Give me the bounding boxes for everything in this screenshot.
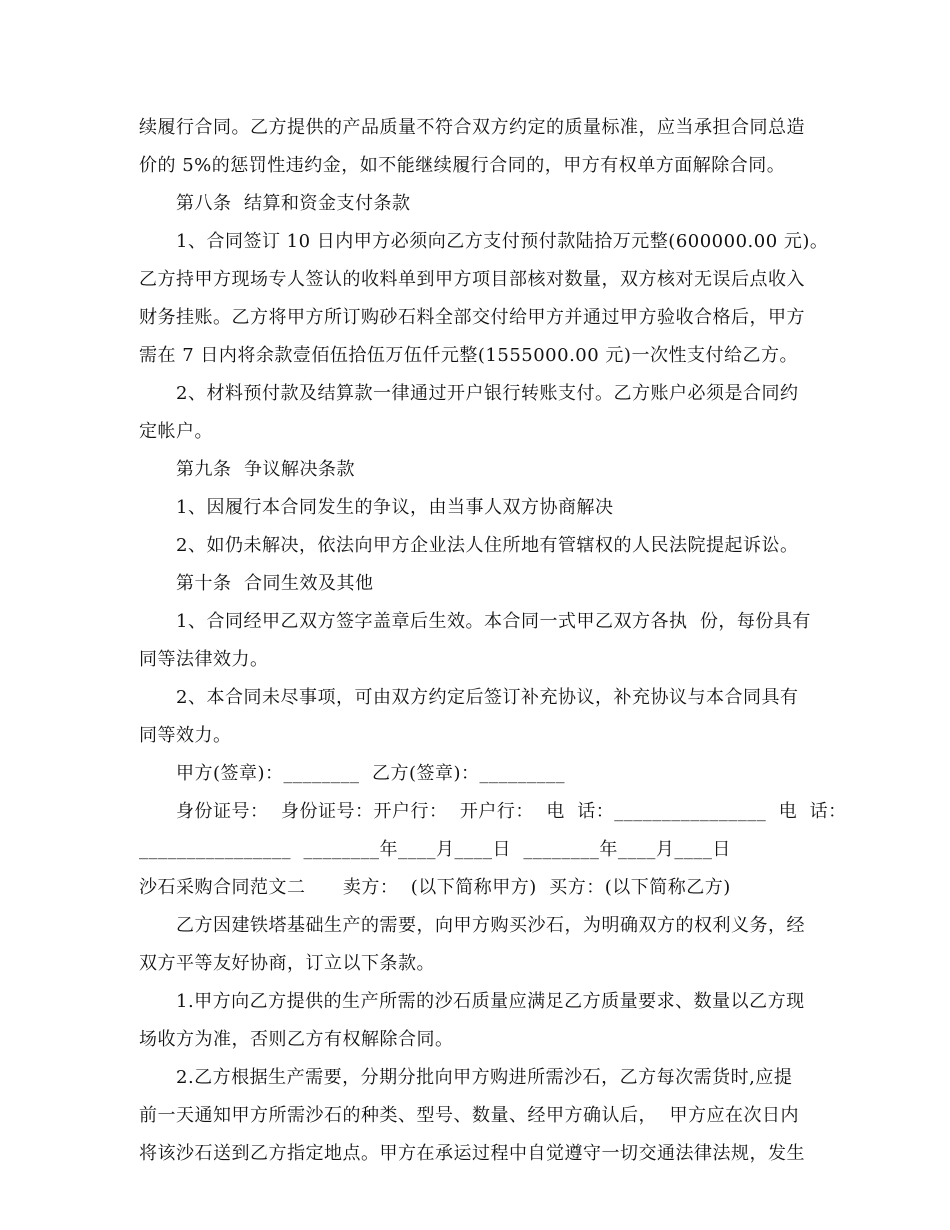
- id-phone-line: 身份证号： 身份证号：开户行： 开户行： 电 话：________________ 电 话：: [176, 801, 847, 822]
- body-text-line: 1、因履行本合同发生的争议，由当事人双方协商解决: [176, 497, 614, 518]
- body-text-line: 2、本合同未尽事项，可由双方约定后签订补充协议，补充协议与本合同具有: [176, 687, 799, 708]
- body-text-line: 乙方因建铁塔基础生产的需要，向甲方购买沙石，为明确双方的权利义务，经: [176, 915, 805, 936]
- body-text-line: 同等效力。: [139, 725, 232, 746]
- date-line: ________________ ________年____月____日 ________年____月____日: [139, 839, 731, 860]
- body-text-line: 将该沙石送到乙方指定地点。甲方在承运过程中自觉遵守一切交通法律法规，发生: [139, 1143, 805, 1164]
- body-text-line: 需在 7 日内将余款壹佰伍拾伍万伍仟元整(1555000.00 元)一次性支付给乙方。: [139, 345, 798, 366]
- body-text-line: 1、合同签订 10 日内甲方必须向乙方支付预付款陆拾万元整(600000.00 元)。: [176, 231, 829, 252]
- body-text-line: 定帐户。: [139, 421, 213, 442]
- body-text-line: 续履行合同。乙方提供的产品质量不符合双方约定的质量标准，应当承担合同总造: [139, 117, 805, 138]
- body-text-line: 2、如仍未解决，依法向甲方企业法人住所地有管辖权的人民法院提起诉讼。: [176, 535, 799, 556]
- body-text-line: 前一天通知甲方所需沙石的种类、型号、数量、经甲方确认后， 甲方应在次日内: [139, 1105, 799, 1126]
- body-text-line: 价的 5%的惩罚性违约金，如不能继续履行合同的，甲方有权单方面解除合同。: [139, 155, 786, 176]
- section-heading: 第九条 争议解决条款: [176, 459, 355, 480]
- section-heading: 第十条 合同生效及其他: [176, 573, 374, 594]
- body-text-line: 2、材料预付款及结算款一律通过开户银行转账支付。乙方账户必须是合同约: [176, 383, 799, 404]
- body-text-line: 1.甲方向乙方提供的生产所需的沙石质量应满足乙方质量要求、数量以乙方现: [176, 991, 805, 1012]
- body-text-line: 1、合同经甲乙双方签字盖章后生效。本合同一式甲乙双方各执 份，每份具有: [176, 611, 811, 632]
- body-text-line: 财务挂账。乙方将甲方所订购砂石料全部交付给甲方并通过甲方验收合格后，甲方: [139, 307, 805, 328]
- body-text-line: 乙方持甲方现场专人签认的收料单到甲方项目部核对数量，双方核对无误后点收入: [139, 269, 805, 290]
- contract-title-line: 沙石采购合同范文二 卖方： (以下简称甲方) 买方：(以下简称乙方): [139, 877, 731, 898]
- signature-line: 甲方(签章)：________ 乙方(签章)：_________: [176, 763, 566, 784]
- body-text-line: 2.乙方根据生产需要，分期分批向甲方购进所需沙石，乙方每次需货时,应提: [176, 1067, 793, 1088]
- body-text-line: 双方平等友好协商，订立以下条款。: [139, 953, 435, 974]
- body-text-line: 同等法律效力。: [139, 649, 269, 670]
- body-text-line: 场收方为准，否则乙方有权解除合同。: [139, 1029, 454, 1050]
- section-heading: 第八条 结算和资金支付条款: [176, 193, 411, 214]
